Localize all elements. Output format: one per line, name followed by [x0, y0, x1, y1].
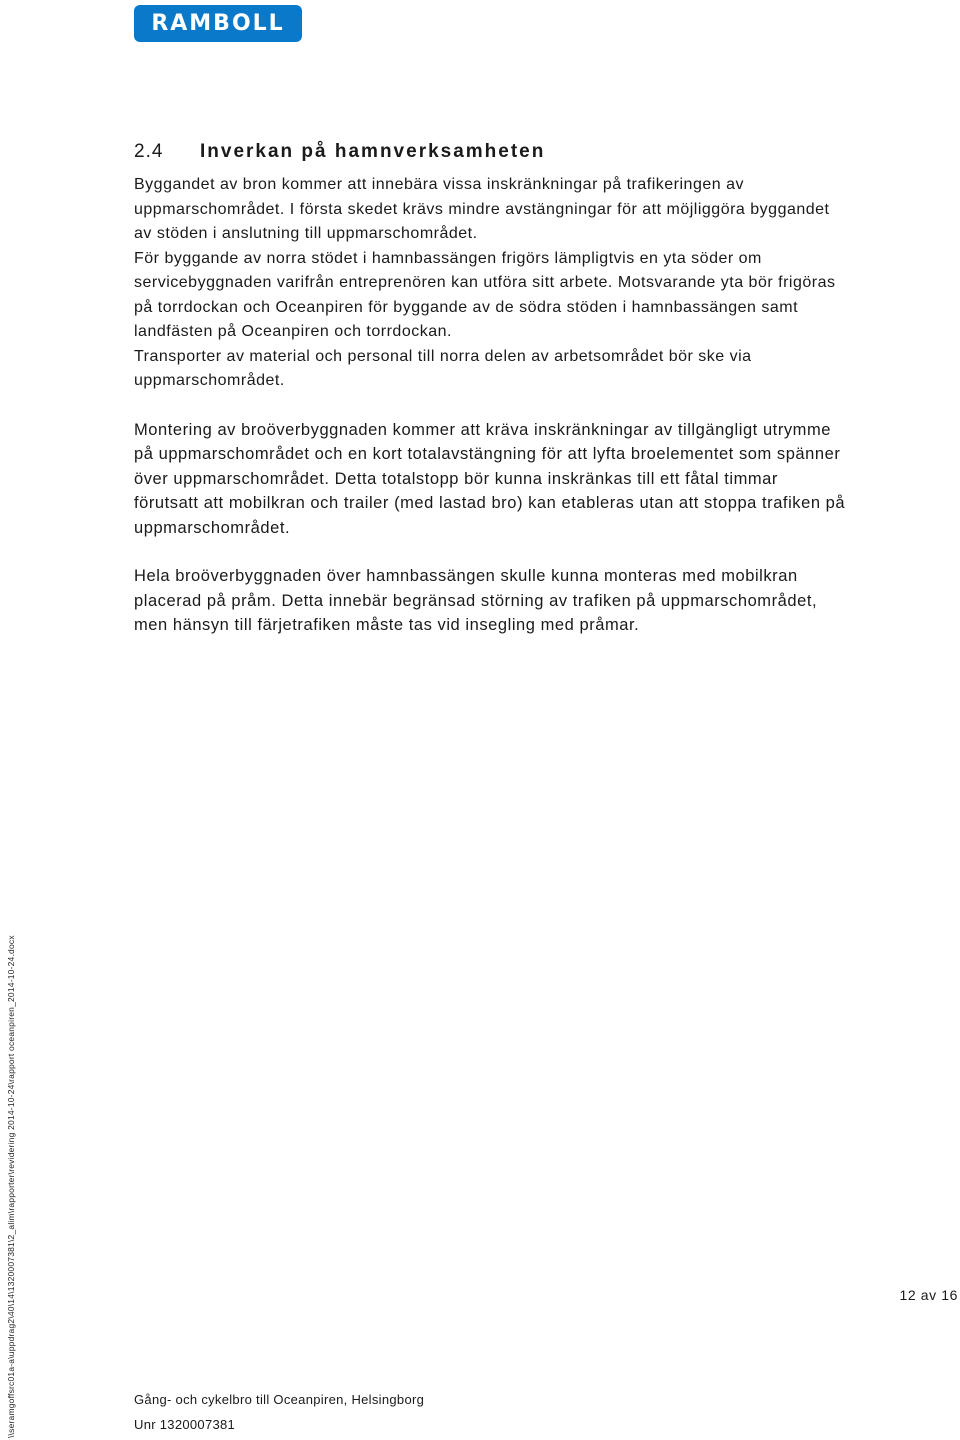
paragraph-montering: Montering av broöverbyggnaden kommer att kräva inskränkningar av tillgängligt utrymme på uppmarschområdet och en kort totalavstängning för att lyfta broelementet som spänner över uppmarschområdet. Detta totalstopp bör kunna inskränkas till ett fåtal timmar förutsatt att mobilkran och trailer (med lastad bro) kan etableras utan att stoppa trafiken på uppmarschområdet.: [134, 420, 846, 537]
paragraph-intro: Byggandet av bron kommer att innebära vissa inskränkningar på trafikeringen av uppmarschområdet. I första skedet krävs mindre avstängningar för att möjliggöra byggandet av stöden i anslutning till uppmarschområdet.: [134, 176, 830, 242]
section-heading: [134, 140, 846, 164]
paragraph-transporter: Transporter av material och personal till norra delen av arbetsområdet bör ske via uppmarschområdet.: [134, 347, 752, 389]
footer-project-title: Gång- och cykelbro till Oceanpiren, Helsingborg: [134, 1392, 425, 1407]
logo-text: RAMBOLL: [151, 11, 285, 36]
document-file-path: \\seramgoffsrc01a-a\uppdrag2\40\14\1320007381\2_alim\rapporter\revidering 2014-10-24\rapport oceanpiren_2014-10-24.docx: [6, 935, 16, 1438]
paragraph-gap: [134, 394, 846, 418]
paragraph-gap: [134, 540, 846, 564]
main-content: [134, 140, 846, 638]
footer-unr: Unr 1320007381: [134, 1417, 236, 1432]
ramboll-logo: [134, 5, 302, 42]
page-number: 12 av 16: [899, 1287, 958, 1303]
section-title: Inverkan på hamnverksamheten: [200, 141, 546, 162]
paragraph-overbyggnad: Hela broöverbyggnaden över hamnbassängen skulle kunna monteras med mobilkran placerad på pråm. Detta innebär begränsad störning av trafiken på uppmarschområdet, men hänsyn till färjetrafiken måste tas vid insegling med pråmar.: [134, 567, 818, 634]
section-number: 2.4: [134, 141, 164, 162]
paragraph-stod: För byggande av norra stödet i hamnbassängen frigörs lämpligtvis en yta söder om servicebyggnaden varifrån entreprenören kan utföra sitt arbete. Motsvarande yta bör frigöras på torrdockan och Oceanpiren för byggande av de södra stöden i hamnbassängen samt landfästen på Oceanpiren och torrdockan.: [134, 249, 836, 340]
